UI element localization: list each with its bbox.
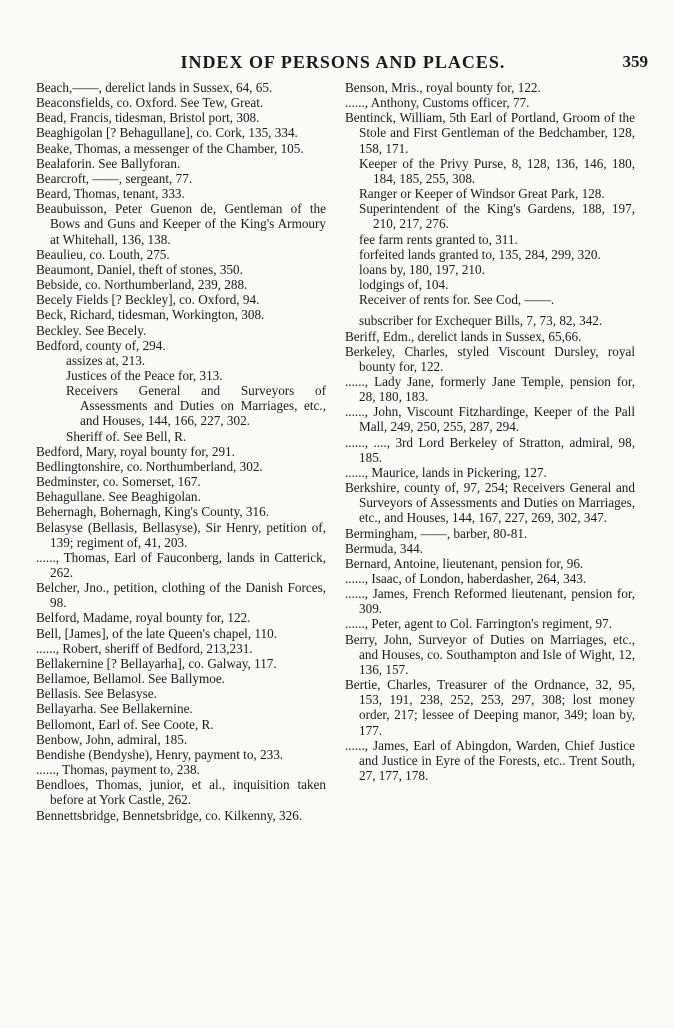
index-entry: subscriber for Exchequer Bills, 7, 73, 82, 342. [359, 313, 603, 329]
index-entry: Bead, Francis, tidesman, Bristol port, 308. [36, 110, 260, 126]
index-entry: Keeper of the Privy Purse, 8, 128, 136, 146, 180, 184, 185, 255, 308. [359, 155, 635, 186]
index-entry: lodgings of, 104. [359, 277, 449, 293]
index-entry: Receiver of rents for. See Cod, ——. [359, 292, 555, 308]
index-entry: Bedlingtonshire, co. Northumberland, 302. [36, 458, 263, 474]
index-entry: Belasyse (Bellasis, Bellasyse), Sir Henry, petition of, 139; regiment of, 41, 203. [36, 519, 326, 550]
index-entry: Beaubuisson, Peter Guenon de, Gentleman of the Bows and Guns and Keeper of the King's Armoury at Whitehall, 136, 138. [36, 201, 326, 247]
index-entry: forfeited lands granted to, 135, 284, 299, 320. [359, 246, 601, 262]
index-entry: Bebside, co. Northumberland, 239, 288. [36, 277, 248, 293]
index-entry: Justices of the Peace for, 313. [66, 367, 223, 383]
index-entry: loans by, 180, 197, 210. [359, 261, 485, 277]
index-entry: Bedford, Mary, royal bounty for, 291. [36, 443, 235, 459]
index-entry: Bertie, Charles, Treasurer of the Ordnance, 32, 95, 153, 191, 238, 252, 253, 297, 308; lost money order, 217; lessee of Deeping manor, 349; loan by, 177. [345, 677, 635, 738]
index-entry: Beaulieu, co. Louth, 275. [36, 246, 170, 262]
index-entry: Bermingham, ——, barber, 80-81. [345, 525, 528, 541]
index-column-left [36, 80, 326, 823]
index-column-right [345, 80, 635, 783]
page-title: INDEX OF PERSONS AND PLACES. [180, 52, 506, 72]
index-entry: Berry, John, Surveyor of Duties on Marriages, etc., and Houses, co. Southampton and Isle of Wight, 12, 136, 157. [345, 631, 635, 677]
index-entry: assizes at, 213. [66, 352, 146, 368]
index-entry: Beard, Thomas, tenant, 333. [36, 186, 185, 202]
index-entry: ......, Isaac, of London, haberdasher, 264, 343. [345, 571, 587, 586]
index-entry: Beach,——, derelict lands in Sussex, 64, 65. [36, 80, 273, 95]
index-entry: Beriff, Edm., derelict lands in Sussex, 65,66. [345, 328, 582, 344]
index-entry: Bellayarha. See Bellakernine. [36, 701, 193, 717]
index-entry: Bendishe (Bendyshe), Henry, payment to, 233. [36, 746, 284, 762]
index-entry: Beaconsfields, co. Oxford. See Tew, Great. [36, 95, 264, 111]
index-entry: Behernagh, Bohernagh, King's County, 316. [36, 504, 270, 520]
index-entry: Berkshire, county of, 97, 254; Receivers General and Surveyors of Assessments and Duties on Marriages, etc., and Houses, 144, 167, 227, 269, 302, 347. [345, 480, 635, 526]
index-entry: ......, Thomas, payment to, 238. [36, 762, 200, 778]
index-entry: Bellomont, Earl of. See Coote, R. [36, 716, 214, 732]
index-entry: Berkeley, Charles, styled Viscount Dursley, royal bounty for, 122. [345, 343, 635, 374]
index-entry: ......, Thomas, Earl of Fauconberg, lands in Catterick, 262. [36, 549, 326, 580]
page-header [38, 52, 648, 76]
index-entry: ......, ...., 3rd Lord Berkeley of Stratton, admiral, 98, 185. [345, 434, 635, 465]
index-entry: ......, John, Viscount Fitzhardinge, Keeper of the Pall Mall, 249, 250, 255, 287, 294. [345, 404, 635, 435]
index-entry: Belcher, Jno., petition, clothing of the Danish Forces, 98. [36, 580, 326, 611]
index-entry: ......, James, Earl of Abingdon, Warden, Chief Justice and Justice in Eyre of the Forests, etc.. Trent South, 27, 177, 178. [345, 737, 635, 784]
index-entry: Sheriff of. See Bell, R. [66, 428, 187, 444]
index-entry: Ranger or Keeper of Windsor Great Park, 128. [359, 186, 605, 202]
index-entry: Behagullane. See Beaghigolan. [36, 489, 201, 505]
index-entry: Bearcroft, ——, sergeant, 77. [36, 170, 193, 186]
index-entry: Bealaforin. See Ballyforan. [36, 155, 181, 171]
index-entry: Superintendent of the King's Gardens, 188, 197, 210, 217, 276. [359, 201, 635, 232]
index-entry: Bell, [James], of the late Queen's chapel, 110. [36, 625, 278, 641]
index-entry: ......, Maurice, lands in Pickering, 127. [345, 464, 547, 480]
index-entry: Bennettsbridge, Bennetsbridge, co. Kilkenny, 326. [36, 807, 303, 823]
index-entry: Bellamoe, Bellamol. See Ballymoe. [36, 671, 225, 687]
index-entry: Bernard, Antoine, lieutenant, pension for, 96. [345, 555, 584, 571]
index-entry: Benson, Mris., royal bounty for, 122. [345, 80, 541, 95]
index-entry: Bedminster, co. Somerset, 167. [36, 474, 201, 490]
index-entry: Receivers General and Surveyors of Assessments and Duties on Marriages, etc., and Houses, 144, 166, 227, 302. [66, 383, 326, 429]
index-entry: ......, James, French Reformed lieutenant, pension for, 309. [345, 586, 635, 617]
index-entry: Beake, Thomas, a messenger of the Chamber, 105. [36, 140, 304, 156]
index-entry: Beckley. See Becely. [36, 322, 147, 338]
index-entry: Bendloes, Thomas, junior, et al., inquisition taken before at York Castle, 262. [36, 777, 326, 808]
index-entry: Bentinck, William, 5th Earl of Portland, Groom of the Stole and First Gentleman of the Bedchamber, 128, 158, 171. [345, 110, 635, 156]
index-entry: Beaumont, Daniel, theft of stones, 350. [36, 261, 243, 277]
index-entry: Benbow, John, admiral, 185. [36, 731, 188, 747]
page-number: 359 [622, 52, 648, 71]
index-entry: ......, Peter, agent to Col. Farrington's regiment, 97. [345, 616, 613, 632]
index-entry: Belford, Madame, royal bounty for, 122. [36, 610, 251, 626]
index-entry: Bellasis. See Belasyse. [36, 686, 157, 702]
index-entry: ......, Anthony, Customs officer, 77. [345, 95, 530, 111]
index-entry: ......, Lady Jane, formerly Jane Temple, pension for, 28, 180, 183. [345, 373, 635, 405]
index-entry: Bellakernine [? Bellayarha], co. Galway, 117. [36, 655, 277, 671]
index-entry: ......, Robert, sheriff of Bedford, 213,231. [36, 640, 253, 656]
index-entry: Bedford, county of, 294. [36, 337, 166, 353]
index-entry: Bermuda, 344. [345, 540, 424, 556]
index-entry: fee farm rents granted to, 311. [359, 231, 518, 247]
index-entry: Beck, Richard, tidesman, Workington, 308. [36, 307, 265, 323]
index-entry: Beaghigolan [? Behagullane], co. Cork, 135, 334. [36, 125, 298, 141]
index-entry: Becely Fields [? Beckley], co. Oxford, 94. [36, 292, 260, 308]
